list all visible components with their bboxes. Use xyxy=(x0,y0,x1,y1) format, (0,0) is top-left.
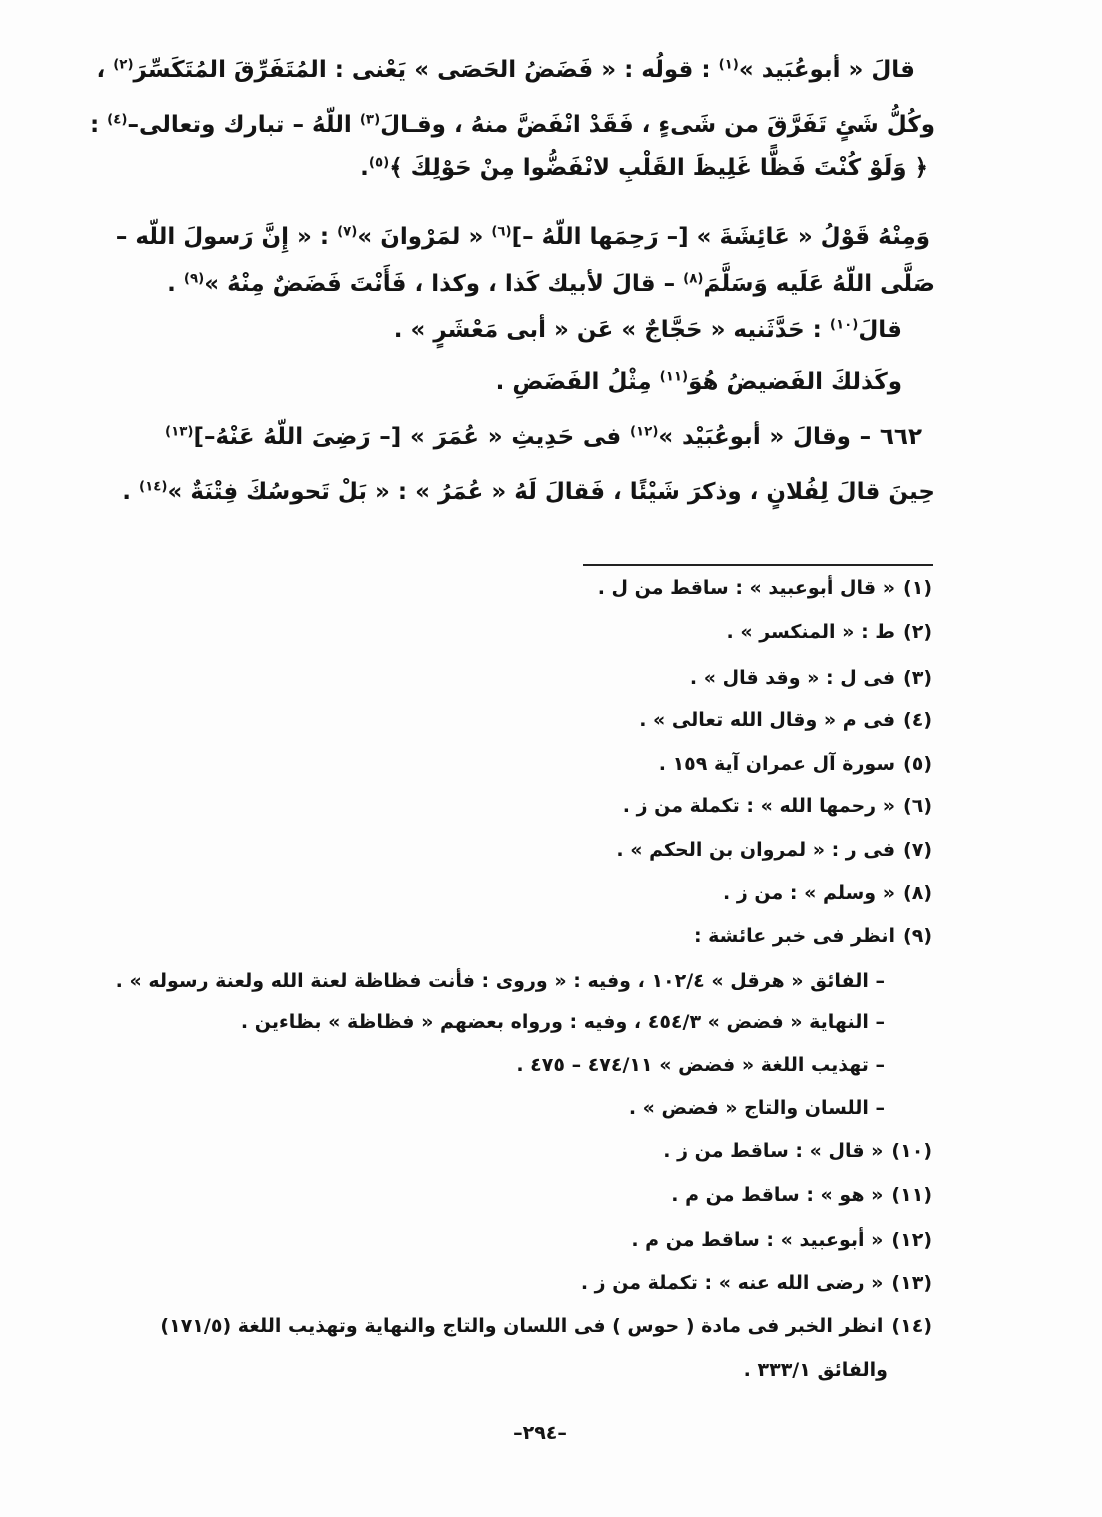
text-segment: : xyxy=(89,112,108,138)
text-segment: مِثْلُ الفَضَضِ . xyxy=(495,369,660,395)
main-text-line xyxy=(167,264,935,304)
quran-verse: ﴿ وَلَوْ كُنْتَ فَظًّا غَلِيظَ القَلْبِ لانْفَضُّوا مِنْ حَوْلِكَ ﴾ xyxy=(389,155,928,181)
footnote xyxy=(581,1265,932,1301)
footnote-number: (٦) xyxy=(903,795,932,817)
footnote-text: « قال أبوعبيد » : ساقط من ل . xyxy=(597,577,896,599)
footnote-number: (١١) xyxy=(891,1184,932,1206)
footnote-number: (٢) xyxy=(903,621,932,643)
footnote xyxy=(598,570,932,606)
text-segment: وكَذلكَ الفَضيضُ هُوَ xyxy=(688,369,902,395)
footnote-text: « قال » : ساقط من ز . xyxy=(663,1140,884,1162)
footnote xyxy=(623,788,932,824)
text-segment: « لمَرْوانَ » xyxy=(357,224,492,250)
footnote-ref: (١١) xyxy=(659,369,689,385)
footnote-number: (١٣) xyxy=(891,1272,932,1294)
text-segment: . xyxy=(167,271,184,297)
footnote-text: فى ل : « وقد قال » . xyxy=(689,667,896,689)
main-text-line xyxy=(89,105,935,145)
footnote-ref: (٩) xyxy=(183,271,205,287)
footnote-ref: (١٢) xyxy=(629,424,659,440)
main-text-line xyxy=(115,217,930,257)
footnote xyxy=(671,1177,932,1213)
main-text-line xyxy=(360,148,928,188)
footnote xyxy=(639,702,932,738)
footnote-ref: (٤) xyxy=(107,112,128,128)
text-segment: . xyxy=(360,155,369,181)
footnote-ref: (٧) xyxy=(337,224,358,240)
footnote-number: (٣) xyxy=(903,667,932,689)
footnote-number: (٧) xyxy=(903,839,932,861)
footnote-text: ط : « المنكسر » . xyxy=(726,621,896,643)
text-segment: : قولُه : « فَضَضُ الحَصَى » يَعْنى : المُتَفَرِّقَ المُتَكَسِّرَ xyxy=(133,57,719,83)
footnote xyxy=(694,918,932,954)
footnote xyxy=(616,832,932,868)
footnote-text: « وسلم » : من ز . xyxy=(723,882,896,904)
text-segment: وَمِنْهُ قَوْلُ « عَائِشَةَ » [– رَحِمَها اللّهُ –] xyxy=(511,224,930,250)
footnote-ref: (٥) xyxy=(368,155,390,171)
footnote-text: « هو » : ساقط من م . xyxy=(671,1184,884,1206)
footnote xyxy=(727,614,933,650)
footnote-ref: (٨) xyxy=(683,271,704,287)
footnote-text: « رحمها الله » : تكملة من ز . xyxy=(622,795,896,817)
footnote-subitem: – اللسان والتاج « فضض » . xyxy=(628,1097,885,1119)
text-segment: صَلَّى اللّهُ عَلَيه وَسَلَّمَ xyxy=(703,271,935,297)
footnote-number: (١) xyxy=(903,577,932,599)
footnote-number: (١٢) xyxy=(891,1229,932,1251)
main-text-line xyxy=(122,472,935,512)
text-segment: – قالَ لأبيك كَذا ، وكذا ، فَأَنْتَ فَضَضٌ مِنْهُ » xyxy=(204,271,684,297)
footnote-text: « أبوعبيد » : ساقط من م . xyxy=(631,1229,884,1251)
footnote xyxy=(690,660,932,696)
footnote-number: (٩) xyxy=(903,925,932,947)
page-number: –٢٩٤– xyxy=(513,1422,567,1444)
footnote-ref: (٣) xyxy=(359,112,381,128)
footnote-text: فى ر : « لمروان بن الحكم » . xyxy=(616,839,896,861)
footnote-number: (٤) xyxy=(903,709,932,731)
text-segment: . xyxy=(122,479,140,505)
footnote-text: انظر الخبر فى مادة ( حوس ) فى اللسان والتاج والنهاية وتهذيب اللغة (١٧١/٥) xyxy=(160,1315,884,1337)
main-text-line xyxy=(96,50,915,90)
text-segment: قالَ xyxy=(858,317,902,343)
footnote-text: سورة آل عمران آية ١٥٩ . xyxy=(658,753,896,775)
footnote-number: (١٤) xyxy=(891,1315,932,1337)
footnote xyxy=(663,1133,932,1169)
text-segment: : « إِنَّ رَسولَ اللّه – xyxy=(115,224,338,250)
footnote-text: فى م « وقال الله تعالى » . xyxy=(639,709,896,731)
text-segment: فى حَدِيثِ « عُمَرَ » [– رَضِىَ اللّهُ عَنْهُ–] xyxy=(193,424,630,450)
text-segment: ، xyxy=(96,57,114,83)
entry-heading: ٦٦٢ – وقالَ « أبوعُبَيْد » xyxy=(658,424,923,450)
footnote xyxy=(160,1308,932,1344)
footnote-subitem: – تهذيب اللغة « فضض » ٤٧٤/١١ – ٤٧٥ . xyxy=(516,1054,885,1076)
main-text-line xyxy=(165,417,922,457)
text-segment: قالَ « أبوعُبَيد » xyxy=(738,57,915,83)
footnote xyxy=(723,875,932,911)
main-text-line xyxy=(496,362,902,402)
footnote xyxy=(631,1222,932,1258)
footnote-continuation: والفائق ٣٣٣/١ . xyxy=(743,1359,888,1381)
footnote-text: انظر فى خبر عائشة : xyxy=(693,925,896,947)
footnote-ref: (١٠) xyxy=(829,317,859,333)
footnote-subitem: – النهاية « فضض » ٤٥٤/٣ ، وفيه : ورواه بعضهم « فظاظة » بظاءين . xyxy=(240,1011,885,1033)
footnote-ref: (٦) xyxy=(491,224,512,240)
text-segment: حِينَ قالَ لِفُلانٍ ، وذكرَ شَيْئًا ، فَقالَ لَهُ « عُمَرُ » : « بَلْ تَحوسُكَ فِتْنَةٌ » xyxy=(167,479,935,505)
text-segment: وكُلُّ شَئٍ تَفَرَّقَ من شَىءٍ ، فَقَدْ انْفَضَّ منهُ ، وقـالَ xyxy=(380,112,935,138)
footnote-number: (٨) xyxy=(903,882,932,904)
footnote xyxy=(659,746,932,782)
text-segment: اللّهُ – تبارك وتعالى– xyxy=(127,112,360,138)
footnote-separator xyxy=(583,564,933,566)
text-segment: : حَدَّثَنيه « حَجَّاجٌ » عَن « أبى مَعْشَرٍ » . xyxy=(393,317,830,343)
footnote-number: (١٠) xyxy=(891,1140,932,1162)
footnote-ref: (١٤) xyxy=(139,479,168,495)
footnote-ref: (١) xyxy=(718,57,739,73)
footnote-text: « رضى الله عنه » : تكملة من ز . xyxy=(580,1272,884,1294)
footnote-subitem: – الفائق « هرقل » ١٠٢/٤ ، وفيه : « وروى : فأنت فظاظة لعنة الله ولعنة رسوله » . xyxy=(115,970,885,992)
footnote-number: (٥) xyxy=(903,753,932,775)
footnote-ref: (١٣) xyxy=(165,424,194,440)
main-text-line xyxy=(394,310,902,350)
footnote-ref: (٢) xyxy=(113,57,134,73)
